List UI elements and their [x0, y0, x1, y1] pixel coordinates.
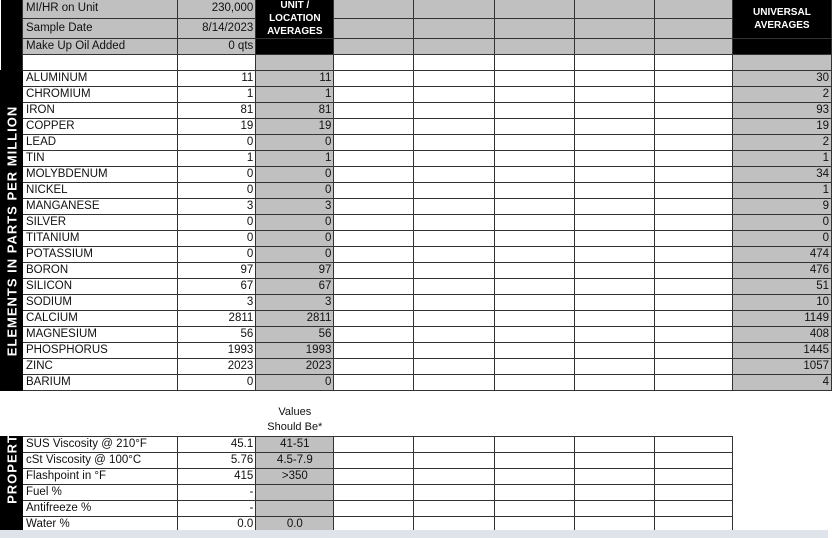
- element-unit-average: 81: [256, 103, 334, 119]
- element-name: BARIUM: [23, 375, 178, 391]
- element-row: [1, 263, 832, 279]
- property-name: SUS Viscosity @ 210°F: [23, 436, 178, 452]
- property-value: -: [178, 500, 256, 516]
- element-row: [1, 71, 832, 87]
- element-name: POTASSIUM: [23, 247, 178, 263]
- property-should-be: 41-51: [256, 436, 334, 452]
- element-value: 67: [178, 279, 256, 295]
- element-value: 0: [178, 375, 256, 391]
- element-universal-average: 9: [732, 199, 831, 215]
- element-value: 0: [178, 247, 256, 263]
- element-name: SODIUM: [23, 295, 178, 311]
- property-name: Antifreeze %: [23, 500, 178, 516]
- element-universal-average: 34: [732, 167, 831, 183]
- property-should-be: 4.5-7.9: [256, 452, 334, 468]
- element-name: PHOSPHORUS: [23, 343, 178, 359]
- values-header-row-2: [1, 420, 832, 436]
- element-row: [1, 247, 832, 263]
- element-unit-average: 2811: [256, 311, 334, 327]
- element-row: [1, 119, 832, 135]
- property-should-be: [256, 500, 334, 516]
- element-universal-average: 1149: [732, 311, 831, 327]
- element-row: [1, 359, 832, 375]
- element-name: COPPER: [23, 119, 178, 135]
- element-unit-average: 1: [256, 151, 334, 167]
- mihr-label: MI/HR on Unit: [23, 0, 178, 19]
- element-value: 56: [178, 327, 256, 343]
- property-row: [1, 468, 832, 484]
- element-universal-average: 0: [732, 215, 831, 231]
- element-name: IRON: [23, 103, 178, 119]
- element-row: [1, 151, 832, 167]
- property-value: 45.1: [178, 436, 256, 452]
- property-should-be: [256, 484, 334, 500]
- element-name: ALUMINUM: [23, 71, 178, 87]
- sample-date-value: 8/14/2023: [178, 19, 256, 39]
- element-universal-average: 0: [732, 231, 831, 247]
- element-value: 1: [178, 87, 256, 103]
- element-row: [1, 343, 832, 359]
- element-row: [1, 311, 832, 327]
- element-name: NICKEL: [23, 183, 178, 199]
- element-name: BORON: [23, 263, 178, 279]
- property-value: 5.76: [178, 452, 256, 468]
- property-name: Flashpoint in °F: [23, 468, 178, 484]
- element-value: 2811: [178, 311, 256, 327]
- property-name: cSt Viscosity @ 100°C: [23, 452, 178, 468]
- element-universal-average: 476: [732, 263, 831, 279]
- makeup-oil-value: 0 qts: [178, 39, 256, 55]
- element-unit-average: 1: [256, 87, 334, 103]
- element-unit-average: 1993: [256, 343, 334, 359]
- element-value: 81: [178, 103, 256, 119]
- property-should-be: 0.0: [256, 516, 334, 532]
- element-value: 1993: [178, 343, 256, 359]
- element-name: CALCIUM: [23, 311, 178, 327]
- element-universal-average: 2: [732, 87, 831, 103]
- element-name: MANGANESE: [23, 199, 178, 215]
- values-should-be-line2: Should Be*: [267, 421, 323, 434]
- element-unit-average: 97: [256, 263, 334, 279]
- property-row: [1, 452, 832, 468]
- element-unit-average: 0: [256, 183, 334, 199]
- element-universal-average: 10: [732, 295, 831, 311]
- element-universal-average: 51: [732, 279, 831, 295]
- element-universal-average: 1: [732, 151, 831, 167]
- element-row: [1, 199, 832, 215]
- header-row-makeup-oil: [1, 39, 832, 55]
- property-row: [1, 500, 832, 516]
- element-value: 19: [178, 119, 256, 135]
- property-value: -: [178, 484, 256, 500]
- element-universal-average: 2: [732, 135, 831, 151]
- element-name: MAGNESIUM: [23, 327, 178, 343]
- element-universal-average: 474: [732, 247, 831, 263]
- window-bottom-bar: [0, 530, 828, 538]
- element-unit-average: 19: [256, 119, 334, 135]
- element-name: ZINC: [23, 359, 178, 375]
- universal-averages-header: UNIVERSAL AVERAGES: [732, 0, 831, 39]
- element-value: 11: [178, 71, 256, 87]
- element-row: [1, 167, 832, 183]
- element-row: [1, 215, 832, 231]
- element-row: [1, 103, 832, 119]
- elements-side-label: ELEMENTS IN PARTS PER MILLION: [1, 71, 23, 391]
- element-value: 3: [178, 199, 256, 215]
- property-row: [1, 484, 832, 500]
- element-unit-average: 0: [256, 375, 334, 391]
- element-universal-average: 1445: [732, 343, 831, 359]
- element-universal-average: 19: [732, 119, 831, 135]
- element-value: 0: [178, 135, 256, 151]
- element-unit-average: 56: [256, 327, 334, 343]
- makeup-oil-label: Make Up Oil Added: [23, 39, 178, 55]
- header-row-mihr: [1, 0, 832, 19]
- element-name: SILVER: [23, 215, 178, 231]
- element-row: [1, 279, 832, 295]
- values-header-row: [1, 404, 832, 420]
- properties-side-label: PROPERTIES: [1, 436, 23, 532]
- element-unit-average: 0: [256, 215, 334, 231]
- element-row: [1, 295, 832, 311]
- property-value: 0.0: [178, 516, 256, 532]
- element-row: [1, 87, 832, 103]
- property-should-be: >350: [256, 468, 334, 484]
- element-name: LEAD: [23, 135, 178, 151]
- element-value: 1: [178, 151, 256, 167]
- values-should-be-line1: Values: [278, 405, 312, 418]
- element-unit-average: 67: [256, 279, 334, 295]
- property-name: Water %: [23, 516, 178, 532]
- element-unit-average: 0: [256, 135, 334, 151]
- element-row: [1, 231, 832, 247]
- property-name: Fuel %: [23, 484, 178, 500]
- element-unit-average: 0: [256, 167, 334, 183]
- element-universal-average: 1057: [732, 359, 831, 375]
- element-value: 0: [178, 183, 256, 199]
- element-universal-average: 408: [732, 327, 831, 343]
- element-value: 0: [178, 167, 256, 183]
- element-unit-average: 0: [256, 247, 334, 263]
- unit-averages-header: UNIT / LOCATION AVERAGES: [256, 0, 334, 39]
- element-universal-average: 30: [732, 71, 831, 87]
- element-row: [1, 375, 832, 391]
- element-unit-average: 11: [256, 71, 334, 87]
- element-universal-average: 1: [732, 183, 831, 199]
- element-unit-average: 3: [256, 295, 334, 311]
- element-name: TIN: [23, 151, 178, 167]
- element-value: 0: [178, 231, 256, 247]
- element-value: 0: [178, 215, 256, 231]
- element-universal-average: 93: [732, 103, 831, 119]
- element-name: SILICON: [23, 279, 178, 295]
- spacer-row: [1, 55, 832, 71]
- element-row: [1, 183, 832, 199]
- element-row: [1, 327, 832, 343]
- sample-date-label: Sample Date: [23, 19, 178, 39]
- element-universal-average: 4: [732, 375, 831, 391]
- property-row: [1, 436, 832, 452]
- element-name: CHROMIUM: [23, 87, 178, 103]
- element-value: 3: [178, 295, 256, 311]
- element-unit-average: 3: [256, 199, 334, 215]
- header-row-sample-date: [1, 19, 832, 39]
- element-unit-average: 0: [256, 231, 334, 247]
- property-value: 415: [178, 468, 256, 484]
- element-value: 2023: [178, 359, 256, 375]
- element-name: MOLYBDENUM: [23, 167, 178, 183]
- element-unit-average: 2023: [256, 359, 334, 375]
- element-row: [1, 135, 832, 151]
- mihr-value: 230,000: [178, 0, 256, 19]
- element-name: TITANIUM: [23, 231, 178, 247]
- element-value: 97: [178, 263, 256, 279]
- properties-table: [0, 404, 832, 533]
